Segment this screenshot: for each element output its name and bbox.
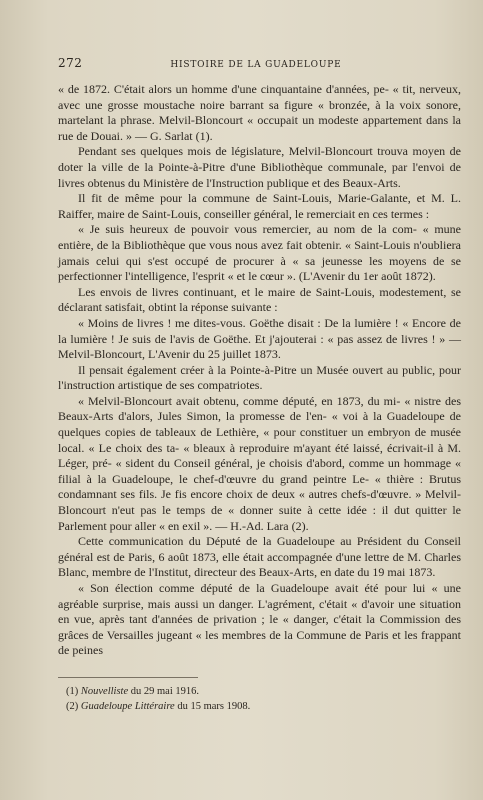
paragraph: Il pensait également créer à la Pointe-à-Pitre un Musée ouvert au public, pour l'instruction artistique de ses compatriotes. [58,362,461,393]
paragraph: « de 1872. C'était alors un homme d'une cinquantaine d'années, pe- « tit, nerveux, avec une grosse moustache noire barrant sa figure « bronzée, à la voix sonore, martelant la phrase. Melvil-Bloncourt « occupait un modeste appartement dans la rue de Douai. » — G. Sarlat (1). [58,82,461,143]
paragraph: Les envois de livres continuant, et le maire de Saint-Louis, modestement, se déclarant satisfait, obtint la réponse suivante : [58,284,461,315]
paragraph: « Je suis heureux de pouvoir vous remercier, au nom de la com- « mune entière, de la Bibliothèque que vous nous avez fait obtenir. « Saint-Louis n'oubliera jamais celui qui s'est occupé de procurer à « sa jeunesse les moyens de se perfectionner l'intelligence, l'esprit « et le cœur ». (L'Avenir du 1er août 1872). [58,222,461,284]
footnote-separator [58,677,198,678]
page-number: 272 [58,56,83,70]
footnote-source: Guadeloupe Littéraire [80,700,175,712]
footnote-date: du 15 mars 1908. [174,700,251,712]
running-title: HISTOIRE DE LA GUADELOUPE [170,60,342,70]
footnote-source: Nouvelliste [80,685,129,697]
footnote [66,684,461,699]
body-text [58,82,461,659]
page-header [58,56,461,82]
footnote-number: (1) [66,685,79,697]
paragraph: Cette communication du Député de la Guadeloupe au Président du Conseil général est de Paris, 6 août 1873, elle était accompagnée d'une lettre de M. Charles Blanc, membre de l'Institut, directeur des Beaux-Arts, en date du 19 mai 1873. [58,534,461,580]
paragraph: Pendant ses quelques mois de législature, Melvil-Bloncourt trouva moyen de doter la ville de la Pointe-à-Pitre d'une Bibliothèque communale, par l'envoi de livres obtenus du Ministère de l'Instruction publique et des Beaux-Arts. [58,144,461,190]
paragraph: « Son élection comme député de la Guadeloupe avait été pour lui « une agréable surprise, mais aussi un danger. L'agrément, c'était « d'avoir une situation en vue, après tant d'années de privation ; le « danger, c'était la Commission des grâces de Versailles jugeant « les membres de la Commune de Paris et les frappant de peines [58,581,461,658]
paragraph: « Melvil-Bloncourt avait obtenu, comme député, en 1873, du mi- « nistre des Beaux-Arts d'alors, Jules Simon, la promesse de l'en- « voi à la Guadeloupe de quelques copies de tableaux de Lethière, « pour constituer un embryon de musée local. « Le choix des ta- « bleaux à reproduire m'ayant été laissé, écrivait-il à M. Léger, pré- « sident du Conseil général, je choisis d'abord, comme un hommage « filial à la Guadeloupe, le chef-d'œuvre du grand peintre Le- « thière : Brutus condamnant ses fils. Je fis encore choix de deux « autres chefs-d'œuvre. » Melvil-Bloncourt n'eut pas le temps de « donner suite à cette idée : il dut quitter le Parlement pour aller « en exil ». — H.-Ad. Lara (2). [58,393,461,533]
footnote [66,699,461,714]
footnotes [58,684,461,714]
paragraph: « Moins de livres ! me dites-vous. Goëthe disait : De la lumière ! « Encore de la lumière ! Je suis de l'avis de Goëthe. Et j'ajouterai : « pas assez de livres ! » — Melvil-Bloncourt, L'Avenir du 25 juillet 1873. [58,315,461,362]
footnote-date: du 29 mai 1916. [128,685,199,697]
paragraph: Il fit de même pour la commune de Saint-Louis, Marie-Galante, et M. L. Raiffer, maire de Saint-Louis, conseiller général, le remerciait en ces termes : [58,191,461,221]
footnote-number: (2) [66,700,79,712]
